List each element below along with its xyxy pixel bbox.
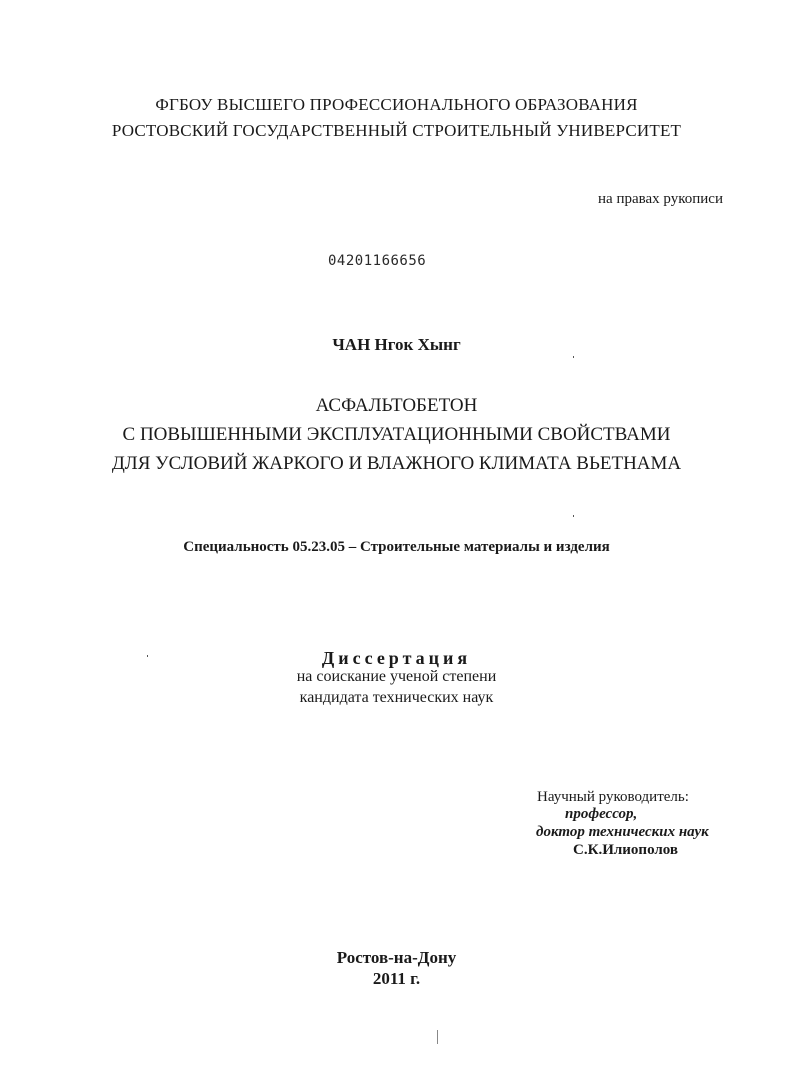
rights-note: на правах рукописи xyxy=(598,191,723,207)
scan-speck xyxy=(573,356,574,358)
scan-speck xyxy=(573,515,574,517)
specialty: Специальность 05.23.05 – Строительные материалы и изделия xyxy=(183,539,610,555)
supervisor-name: С.К.Илиополов xyxy=(573,842,679,858)
scan-speck xyxy=(437,1030,438,1044)
title-line-3: ДЛЯ УСЛОВИЙ ЖАРКОГО И ВЛАЖНОГО КЛИМАТА ВЬЕТНАМА xyxy=(111,453,682,474)
author-name: ЧАН Нгок Хынг xyxy=(332,335,461,354)
year: 2011 г. xyxy=(372,969,421,988)
work-type-line-1: на соискание ученой степени xyxy=(296,668,497,685)
work-type-line-2: кандидата технических наук xyxy=(299,689,494,706)
scan-speck xyxy=(147,655,148,657)
supervisor-label: Научный руководитель: xyxy=(537,789,689,805)
title-line-2: С ПОВЫШЕННЫМИ ЭКСПЛУАТАЦИОННЫМИ СВОЙСТВАМИ xyxy=(122,424,671,445)
supervisor-degree: доктор технических наук xyxy=(536,824,709,840)
work-type-heading: Диссертация xyxy=(321,648,472,668)
city: Ростов-на-Дону xyxy=(336,948,457,967)
registration-number: 04201166656 xyxy=(328,253,427,269)
supervisor-rank: профессор, xyxy=(565,806,638,822)
organization-line-1: ФГБОУ ВЫСШЕГО ПРОФЕССИОНАЛЬНОГО ОБРАЗОВАНИЯ xyxy=(155,95,638,114)
title-line-1: АСФАЛЬТОБЕТОН xyxy=(315,395,478,416)
organization-line-2: РОСТОВСКИЙ ГОСУДАРСТВЕННЫЙ СТРОИТЕЛЬНЫЙ УНИВЕРСИТЕТ xyxy=(111,121,682,140)
